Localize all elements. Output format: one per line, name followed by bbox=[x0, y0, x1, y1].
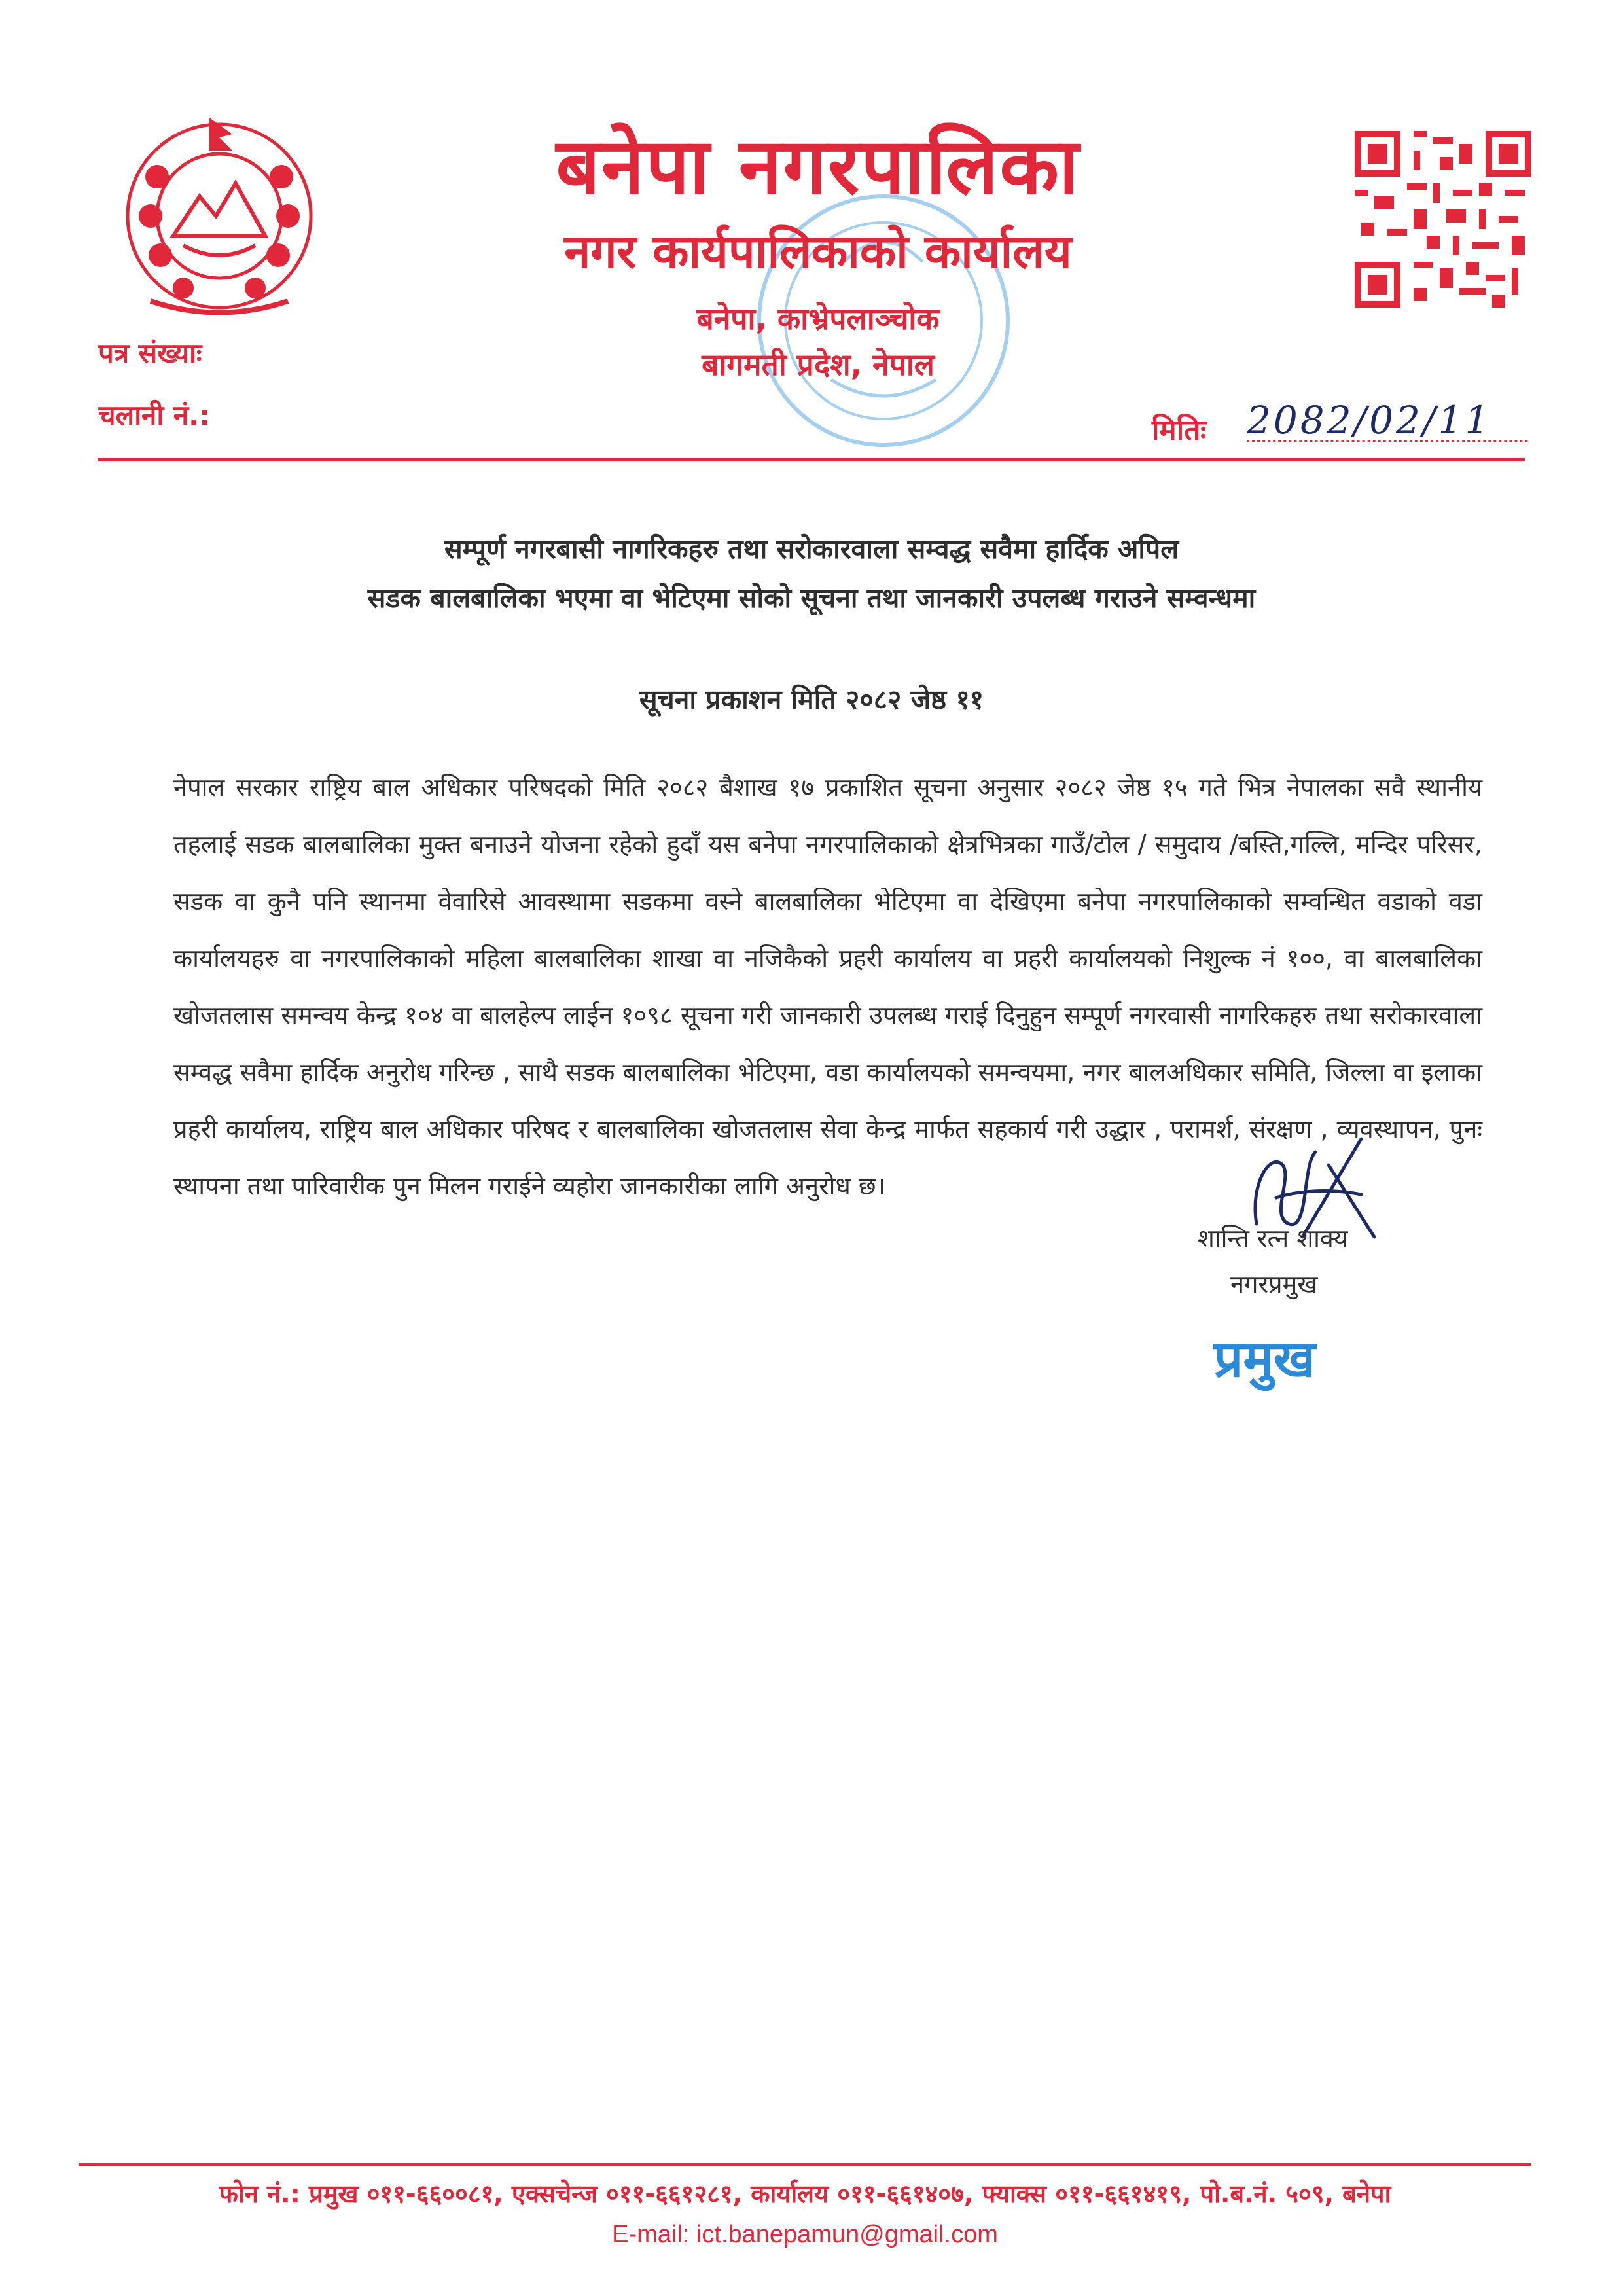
address-line-1: बनेपा, काभ्रेपलाञ्चोक bbox=[696, 301, 940, 336]
footer-contact: फोन नं.: प्रमुख ०११-६६००८१, एक्सचेन्ज ०११-६६१२८१, कार्यालय ०११-६६१४०७, फ्याक्स ०११-६६१४१९, पो.ब.नं. ५०९, बनेपा bbox=[219, 2179, 1391, 2208]
municipality-title: बनेपा नगरपालिका bbox=[556, 121, 1080, 211]
footer-email: E-mail: ict.banepamun@gmail.com bbox=[612, 2221, 998, 2248]
dispatch-number-label: चलानी नं.: bbox=[98, 399, 210, 431]
letter-number-label: पत्र संख्याः bbox=[98, 337, 202, 369]
subject-line-2: सडक बालबालिका भएमा वा भेटिएमा सोको सूचना तथा जानकारी उपलब्ध गराउने सम्वन्धमा bbox=[367, 583, 1256, 614]
body-paragraph: नेपाल सरकार राष्ट्रिय बाल अधिकार परिषदको मिति २०८२ बैशाख १७ प्रकाशित सूचना अनुसार २०८२ जेष्ठ १५ गते भित्र नेपालका सवै स्थानीय तहलाई सडक बालबालिका मुक्त बनाउने योजना रहेको हुदाँ यस बनेपा नगरपालिकाको क्षेत्रभित्रका गाउँ/टोल / समुदाय /बस्ति,गल्लि, मन्दिर परिसर, सडक वा कुनै पनि स्थानमा वेवारिसे आवस्थामा सडकमा वस्ने बालबालिका भेटिएमा वा देखिएमा बनेपा नगरपालिकाको सम्वन्धित वडाको वडा कार्यालयहरु वा नगरपालिकाको महिला बालबालिका शाखा वा नजिकैको प्रहरी कार्यालय वा प्रहरी कार्यालयको निशुल्क नं १००, वा बालबालिका खोजतलास समन्वय केन्द्र १०४ वा बालहेल्प लाईन १०९८ सूचना गरी जानकारी उपलब्ध गराई दिनुहुन सम्पूर्ण नगरवासी नागरिकहरु तथा सरोकारवाला सम्वद्ध सवैमा हार्दिक अनुरोध गरिन्छ , साथै सडक बालबालिका भेटिएमा, वडा कार्यालयको समन्वयमा, नगर बालअधिकार समिति, जिल्ला वा इलाका प्रहरी कार्यालय, राष्ट्रिय बाल अधिकार परिषद र बालबालिका खोजतलास सेवा केन्द्र मार्फत सहकार्य गरी उद्धार , परामर्श, संरक्षण , व्यवस्थापन, पुनः स्थापना तथा पारिवारीक पुन मिलन गराईने व्यहोरा जानकारीका लागि अनुरोध छ। bbox=[173, 773, 1482, 1200]
qr-code-icon bbox=[1355, 131, 1531, 308]
date-value: 2082/02/11 bbox=[1247, 398, 1492, 442]
subject-line-1: सम्पूर्ण नगरबासी नागरिकहरु तथा सरोकारवाला सम्वद्ध सवैमा हार्दिक अपिल bbox=[444, 533, 1179, 565]
date-dotted-line bbox=[1247, 440, 1528, 442]
date-label: मितिः bbox=[1152, 414, 1207, 447]
pramukh-stamp: प्रमुख bbox=[1214, 1330, 1315, 1389]
signer-title: नगरप्रमुख bbox=[1230, 1270, 1318, 1299]
notice-publication-date: सूचना प्रकाशन मिति २०८२ जेष्ठ ११ bbox=[639, 684, 984, 715]
header-divider bbox=[98, 458, 1525, 461]
footer-divider bbox=[79, 2163, 1531, 2166]
signer-name: शान्ति रत्न शाक्य bbox=[1198, 1224, 1348, 1253]
address-line-2: बागमती प्रदेश, नेपाल bbox=[702, 347, 935, 382]
nepal-emblem-icon bbox=[111, 105, 327, 321]
office-subtitle: नगर कार्यपालिकाको कार्यालय bbox=[564, 224, 1072, 279]
